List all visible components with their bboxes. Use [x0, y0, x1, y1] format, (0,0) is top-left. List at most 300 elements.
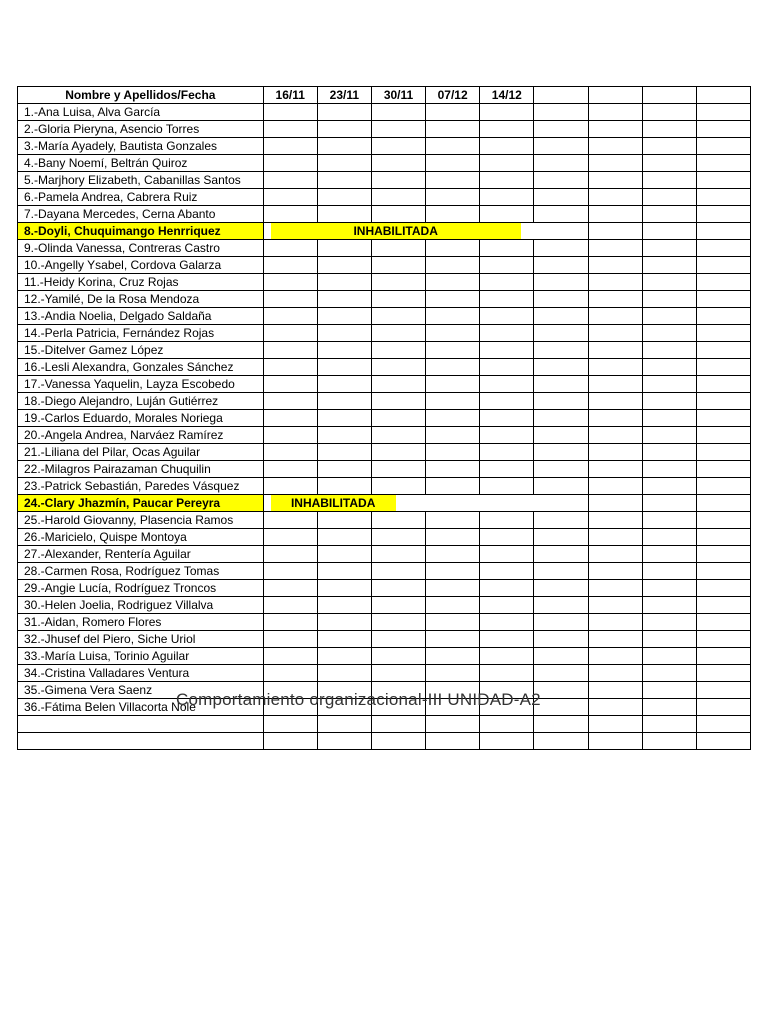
attendance-cell[interactable]	[534, 308, 588, 325]
attendance-cell[interactable]	[371, 308, 425, 325]
attendance-cell[interactable]	[426, 631, 480, 648]
attendance-cell[interactable]	[263, 580, 317, 597]
attendance-cell[interactable]	[642, 546, 696, 563]
attendance-cell[interactable]	[642, 648, 696, 665]
attendance-cell[interactable]	[480, 546, 534, 563]
attendance-cell[interactable]	[426, 274, 480, 291]
attendance-cell[interactable]	[426, 512, 480, 529]
attendance-cell[interactable]	[534, 682, 588, 699]
attendance-cell[interactable]	[480, 733, 534, 750]
attendance-cell[interactable]	[534, 223, 588, 240]
attendance-cell[interactable]	[696, 665, 750, 682]
attendance-cell[interactable]	[263, 240, 317, 257]
attendance-cell[interactable]	[480, 155, 534, 172]
attendance-cell[interactable]	[426, 444, 480, 461]
attendance-cell[interactable]	[371, 563, 425, 580]
attendance-cell[interactable]	[696, 478, 750, 495]
attendance-cell[interactable]	[696, 257, 750, 274]
attendance-cell[interactable]	[263, 597, 317, 614]
attendance-cell[interactable]	[371, 240, 425, 257]
attendance-cell[interactable]	[588, 648, 642, 665]
attendance-cell[interactable]	[480, 359, 534, 376]
attendance-cell[interactable]	[263, 478, 317, 495]
attendance-cell[interactable]	[480, 393, 534, 410]
attendance-cell[interactable]	[696, 325, 750, 342]
attendance-cell[interactable]	[534, 342, 588, 359]
attendance-cell[interactable]	[317, 665, 371, 682]
attendance-cell[interactable]	[317, 104, 371, 121]
attendance-cell[interactable]	[534, 699, 588, 716]
attendance-cell[interactable]	[480, 274, 534, 291]
attendance-cell[interactable]	[534, 733, 588, 750]
attendance-cell[interactable]	[696, 359, 750, 376]
attendance-cell[interactable]	[480, 461, 534, 478]
attendance-cell[interactable]	[588, 172, 642, 189]
attendance-cell[interactable]	[642, 597, 696, 614]
attendance-cell[interactable]	[426, 648, 480, 665]
attendance-cell[interactable]	[480, 240, 534, 257]
attendance-cell[interactable]	[263, 427, 317, 444]
attendance-cell[interactable]	[588, 189, 642, 206]
attendance-cell[interactable]	[371, 580, 425, 597]
attendance-cell[interactable]	[696, 495, 750, 512]
attendance-cell[interactable]	[480, 716, 534, 733]
attendance-cell[interactable]	[426, 733, 480, 750]
attendance-cell[interactable]	[588, 631, 642, 648]
attendance-cell[interactable]	[588, 597, 642, 614]
attendance-cell[interactable]	[696, 648, 750, 665]
attendance-cell[interactable]	[534, 529, 588, 546]
attendance-cell[interactable]	[588, 563, 642, 580]
attendance-cell[interactable]	[317, 410, 371, 427]
attendance-cell[interactable]	[317, 393, 371, 410]
attendance-cell[interactable]	[426, 665, 480, 682]
attendance-cell[interactable]	[317, 512, 371, 529]
attendance-cell[interactable]	[263, 359, 317, 376]
attendance-cell[interactable]	[263, 512, 317, 529]
attendance-cell[interactable]	[696, 580, 750, 597]
attendance-cell[interactable]	[642, 410, 696, 427]
attendance-cell[interactable]	[426, 138, 480, 155]
attendance-cell[interactable]	[480, 648, 534, 665]
attendance-cell[interactable]	[534, 427, 588, 444]
attendance-cell[interactable]	[534, 512, 588, 529]
attendance-cell[interactable]	[371, 648, 425, 665]
attendance-cell[interactable]	[371, 376, 425, 393]
attendance-cell[interactable]	[642, 716, 696, 733]
attendance-cell[interactable]	[371, 427, 425, 444]
attendance-cell[interactable]	[588, 512, 642, 529]
attendance-cell[interactable]	[317, 359, 371, 376]
attendance-cell[interactable]	[426, 376, 480, 393]
attendance-cell[interactable]	[371, 359, 425, 376]
attendance-cell[interactable]	[263, 648, 317, 665]
attendance-cell[interactable]	[371, 121, 425, 138]
attendance-cell[interactable]	[263, 665, 317, 682]
attendance-cell[interactable]	[696, 682, 750, 699]
attendance-cell[interactable]	[480, 325, 534, 342]
attendance-cell[interactable]	[588, 614, 642, 631]
attendance-cell[interactable]	[642, 257, 696, 274]
attendance-cell[interactable]	[263, 121, 317, 138]
attendance-cell[interactable]	[371, 478, 425, 495]
attendance-cell[interactable]	[642, 461, 696, 478]
attendance-cell[interactable]	[426, 257, 480, 274]
attendance-cell[interactable]	[534, 410, 588, 427]
attendance-cell[interactable]	[371, 410, 425, 427]
attendance-cell[interactable]	[371, 665, 425, 682]
attendance-cell[interactable]	[588, 495, 642, 512]
attendance-cell[interactable]	[588, 733, 642, 750]
attendance-cell[interactable]	[426, 546, 480, 563]
attendance-cell[interactable]	[534, 563, 588, 580]
attendance-cell[interactable]	[696, 444, 750, 461]
attendance-cell[interactable]	[642, 682, 696, 699]
attendance-cell[interactable]	[371, 716, 425, 733]
attendance-cell[interactable]	[371, 733, 425, 750]
attendance-cell[interactable]	[588, 699, 642, 716]
attendance-cell[interactable]	[426, 172, 480, 189]
attendance-cell[interactable]	[371, 104, 425, 121]
attendance-cell[interactable]	[642, 223, 696, 240]
attendance-cell[interactable]	[642, 665, 696, 682]
attendance-cell[interactable]	[263, 716, 317, 733]
attendance-cell[interactable]	[696, 597, 750, 614]
attendance-cell[interactable]	[371, 138, 425, 155]
attendance-cell[interactable]	[534, 631, 588, 648]
attendance-cell[interactable]	[371, 206, 425, 223]
attendance-cell[interactable]	[642, 104, 696, 121]
attendance-cell[interactable]	[480, 121, 534, 138]
attendance-cell[interactable]	[371, 172, 425, 189]
attendance-cell[interactable]	[588, 240, 642, 257]
attendance-cell[interactable]	[534, 580, 588, 597]
attendance-cell[interactable]	[642, 325, 696, 342]
attendance-cell[interactable]	[534, 546, 588, 563]
attendance-cell[interactable]	[371, 257, 425, 274]
attendance-cell[interactable]	[426, 104, 480, 121]
attendance-cell[interactable]	[696, 376, 750, 393]
attendance-cell[interactable]	[480, 376, 534, 393]
attendance-cell[interactable]	[534, 155, 588, 172]
attendance-cell[interactable]	[642, 563, 696, 580]
attendance-cell[interactable]	[696, 631, 750, 648]
attendance-cell[interactable]	[480, 172, 534, 189]
attendance-cell[interactable]	[588, 444, 642, 461]
attendance-cell[interactable]	[534, 121, 588, 138]
attendance-cell[interactable]	[317, 342, 371, 359]
attendance-cell[interactable]	[534, 495, 588, 512]
attendance-cell[interactable]	[426, 427, 480, 444]
attendance-cell[interactable]	[426, 291, 480, 308]
attendance-cell[interactable]	[317, 172, 371, 189]
attendance-cell[interactable]	[317, 206, 371, 223]
attendance-cell[interactable]	[480, 614, 534, 631]
attendance-cell[interactable]	[317, 291, 371, 308]
attendance-cell[interactable]	[263, 614, 317, 631]
attendance-cell[interactable]	[263, 631, 317, 648]
attendance-cell[interactable]	[642, 240, 696, 257]
attendance-cell[interactable]	[696, 461, 750, 478]
attendance-cell[interactable]	[263, 546, 317, 563]
attendance-cell[interactable]	[588, 155, 642, 172]
attendance-cell[interactable]	[480, 478, 534, 495]
attendance-cell[interactable]	[426, 240, 480, 257]
attendance-cell[interactable]	[371, 325, 425, 342]
attendance-cell[interactable]	[371, 529, 425, 546]
attendance-cell[interactable]	[588, 138, 642, 155]
attendance-cell[interactable]	[317, 308, 371, 325]
attendance-cell[interactable]	[317, 478, 371, 495]
attendance-cell[interactable]	[534, 257, 588, 274]
attendance-cell[interactable]	[480, 580, 534, 597]
attendance-cell[interactable]	[696, 104, 750, 121]
attendance-cell[interactable]	[588, 716, 642, 733]
attendance-cell[interactable]	[642, 427, 696, 444]
attendance-cell[interactable]	[642, 359, 696, 376]
attendance-cell[interactable]	[317, 155, 371, 172]
attendance-cell[interactable]	[588, 104, 642, 121]
attendance-cell[interactable]	[263, 563, 317, 580]
attendance-cell[interactable]	[317, 325, 371, 342]
attendance-cell[interactable]	[371, 189, 425, 206]
attendance-cell[interactable]	[696, 716, 750, 733]
attendance-cell[interactable]	[534, 240, 588, 257]
attendance-cell[interactable]	[534, 461, 588, 478]
attendance-cell[interactable]	[696, 342, 750, 359]
attendance-cell[interactable]	[696, 614, 750, 631]
attendance-cell[interactable]	[317, 733, 371, 750]
attendance-cell[interactable]	[534, 359, 588, 376]
attendance-cell[interactable]	[263, 393, 317, 410]
attendance-cell[interactable]	[480, 291, 534, 308]
attendance-cell[interactable]	[263, 104, 317, 121]
attendance-cell[interactable]	[588, 257, 642, 274]
attendance-cell[interactable]	[642, 308, 696, 325]
attendance-cell[interactable]	[696, 206, 750, 223]
attendance-cell[interactable]	[263, 733, 317, 750]
attendance-cell[interactable]	[371, 274, 425, 291]
attendance-cell[interactable]	[534, 614, 588, 631]
attendance-cell[interactable]	[534, 172, 588, 189]
attendance-cell[interactable]	[480, 529, 534, 546]
attendance-cell[interactable]	[263, 155, 317, 172]
attendance-cell[interactable]	[480, 206, 534, 223]
attendance-cell[interactable]	[317, 529, 371, 546]
attendance-cell[interactable]	[426, 325, 480, 342]
attendance-cell[interactable]	[480, 563, 534, 580]
attendance-cell[interactable]	[317, 614, 371, 631]
attendance-cell[interactable]	[696, 189, 750, 206]
attendance-cell[interactable]	[426, 614, 480, 631]
attendance-cell[interactable]	[696, 155, 750, 172]
attendance-cell[interactable]	[426, 597, 480, 614]
attendance-cell[interactable]	[696, 121, 750, 138]
attendance-cell[interactable]	[426, 189, 480, 206]
attendance-cell[interactable]	[317, 274, 371, 291]
attendance-cell[interactable]	[317, 546, 371, 563]
attendance-cell[interactable]	[642, 172, 696, 189]
attendance-cell[interactable]	[588, 478, 642, 495]
attendance-cell[interactable]	[588, 308, 642, 325]
attendance-cell[interactable]	[426, 206, 480, 223]
attendance-cell[interactable]	[263, 342, 317, 359]
attendance-cell[interactable]	[480, 410, 534, 427]
attendance-cell[interactable]	[588, 376, 642, 393]
attendance-cell[interactable]	[263, 257, 317, 274]
attendance-cell[interactable]	[534, 444, 588, 461]
attendance-cell[interactable]	[371, 461, 425, 478]
attendance-cell[interactable]	[263, 308, 317, 325]
attendance-cell[interactable]	[263, 410, 317, 427]
attendance-cell[interactable]	[534, 597, 588, 614]
attendance-cell[interactable]	[588, 529, 642, 546]
attendance-cell[interactable]	[696, 274, 750, 291]
attendance-cell[interactable]	[534, 325, 588, 342]
attendance-cell[interactable]	[426, 478, 480, 495]
attendance-cell[interactable]	[696, 699, 750, 716]
attendance-cell[interactable]	[371, 631, 425, 648]
attendance-cell[interactable]	[588, 325, 642, 342]
attendance-cell[interactable]	[317, 189, 371, 206]
attendance-cell[interactable]	[642, 206, 696, 223]
attendance-cell[interactable]	[317, 376, 371, 393]
attendance-cell[interactable]	[426, 563, 480, 580]
attendance-cell[interactable]	[426, 308, 480, 325]
attendance-cell[interactable]	[263, 529, 317, 546]
attendance-cell[interactable]	[588, 580, 642, 597]
attendance-cell[interactable]	[426, 155, 480, 172]
attendance-cell[interactable]	[480, 665, 534, 682]
attendance-cell[interactable]	[371, 393, 425, 410]
attendance-cell[interactable]	[317, 240, 371, 257]
attendance-cell[interactable]	[696, 138, 750, 155]
attendance-cell[interactable]	[696, 563, 750, 580]
attendance-cell[interactable]	[642, 393, 696, 410]
attendance-cell[interactable]	[534, 648, 588, 665]
attendance-cell[interactable]	[480, 597, 534, 614]
attendance-cell[interactable]	[534, 104, 588, 121]
attendance-cell[interactable]	[480, 427, 534, 444]
attendance-cell[interactable]	[263, 325, 317, 342]
attendance-cell[interactable]	[588, 393, 642, 410]
attendance-cell[interactable]	[426, 580, 480, 597]
attendance-cell[interactable]	[588, 359, 642, 376]
attendance-cell[interactable]	[642, 138, 696, 155]
attendance-cell[interactable]	[480, 444, 534, 461]
attendance-cell[interactable]	[317, 121, 371, 138]
attendance-cell[interactable]	[696, 240, 750, 257]
attendance-cell[interactable]	[696, 529, 750, 546]
attendance-cell[interactable]	[263, 444, 317, 461]
attendance-cell[interactable]	[588, 121, 642, 138]
attendance-cell[interactable]	[642, 121, 696, 138]
attendance-cell[interactable]	[371, 546, 425, 563]
attendance-cell[interactable]	[642, 342, 696, 359]
attendance-cell[interactable]	[263, 461, 317, 478]
attendance-cell[interactable]	[588, 223, 642, 240]
attendance-cell[interactable]	[426, 529, 480, 546]
attendance-cell[interactable]	[588, 546, 642, 563]
attendance-cell[interactable]	[534, 665, 588, 682]
attendance-cell[interactable]	[534, 274, 588, 291]
attendance-cell[interactable]	[642, 631, 696, 648]
attendance-cell[interactable]	[642, 291, 696, 308]
attendance-cell[interactable]	[588, 206, 642, 223]
attendance-cell[interactable]	[534, 393, 588, 410]
attendance-cell[interactable]	[588, 665, 642, 682]
attendance-cell[interactable]	[588, 342, 642, 359]
attendance-cell[interactable]	[371, 512, 425, 529]
attendance-cell[interactable]	[317, 716, 371, 733]
attendance-cell[interactable]	[642, 444, 696, 461]
attendance-cell[interactable]	[480, 257, 534, 274]
attendance-cell[interactable]	[588, 682, 642, 699]
attendance-cell[interactable]	[480, 512, 534, 529]
attendance-cell[interactable]	[317, 563, 371, 580]
attendance-cell[interactable]	[588, 427, 642, 444]
attendance-cell[interactable]	[480, 189, 534, 206]
attendance-cell[interactable]	[480, 138, 534, 155]
attendance-cell[interactable]	[696, 223, 750, 240]
attendance-cell[interactable]	[371, 597, 425, 614]
attendance-cell[interactable]	[263, 189, 317, 206]
attendance-cell[interactable]	[371, 291, 425, 308]
attendance-cell[interactable]	[371, 342, 425, 359]
attendance-cell[interactable]	[480, 631, 534, 648]
attendance-cell[interactable]	[534, 376, 588, 393]
attendance-cell[interactable]	[588, 291, 642, 308]
attendance-cell[interactable]	[426, 121, 480, 138]
attendance-cell[interactable]	[480, 342, 534, 359]
attendance-cell[interactable]	[534, 206, 588, 223]
attendance-cell[interactable]	[263, 376, 317, 393]
attendance-cell[interactable]	[642, 478, 696, 495]
attendance-cell[interactable]	[642, 699, 696, 716]
attendance-cell[interactable]	[642, 512, 696, 529]
attendance-cell[interactable]	[642, 614, 696, 631]
attendance-cell[interactable]	[696, 512, 750, 529]
attendance-cell[interactable]	[696, 308, 750, 325]
attendance-cell[interactable]	[263, 206, 317, 223]
attendance-cell[interactable]	[317, 648, 371, 665]
attendance-cell[interactable]	[426, 716, 480, 733]
attendance-cell[interactable]	[696, 410, 750, 427]
attendance-cell[interactable]	[696, 546, 750, 563]
attendance-cell[interactable]	[371, 614, 425, 631]
attendance-cell[interactable]	[642, 495, 696, 512]
attendance-cell[interactable]	[534, 189, 588, 206]
attendance-cell[interactable]	[263, 291, 317, 308]
attendance-cell[interactable]	[426, 461, 480, 478]
attendance-cell[interactable]	[263, 138, 317, 155]
attendance-cell[interactable]	[317, 461, 371, 478]
attendance-cell[interactable]	[642, 580, 696, 597]
attendance-cell[interactable]	[588, 410, 642, 427]
attendance-cell[interactable]	[317, 597, 371, 614]
attendance-cell[interactable]	[696, 291, 750, 308]
attendance-cell[interactable]	[426, 393, 480, 410]
attendance-cell[interactable]	[534, 478, 588, 495]
attendance-cell[interactable]	[317, 631, 371, 648]
attendance-cell[interactable]	[426, 359, 480, 376]
attendance-cell[interactable]	[642, 376, 696, 393]
attendance-cell[interactable]	[480, 308, 534, 325]
attendance-cell[interactable]	[534, 716, 588, 733]
attendance-cell[interactable]	[263, 274, 317, 291]
attendance-cell[interactable]	[696, 393, 750, 410]
attendance-cell[interactable]	[696, 172, 750, 189]
